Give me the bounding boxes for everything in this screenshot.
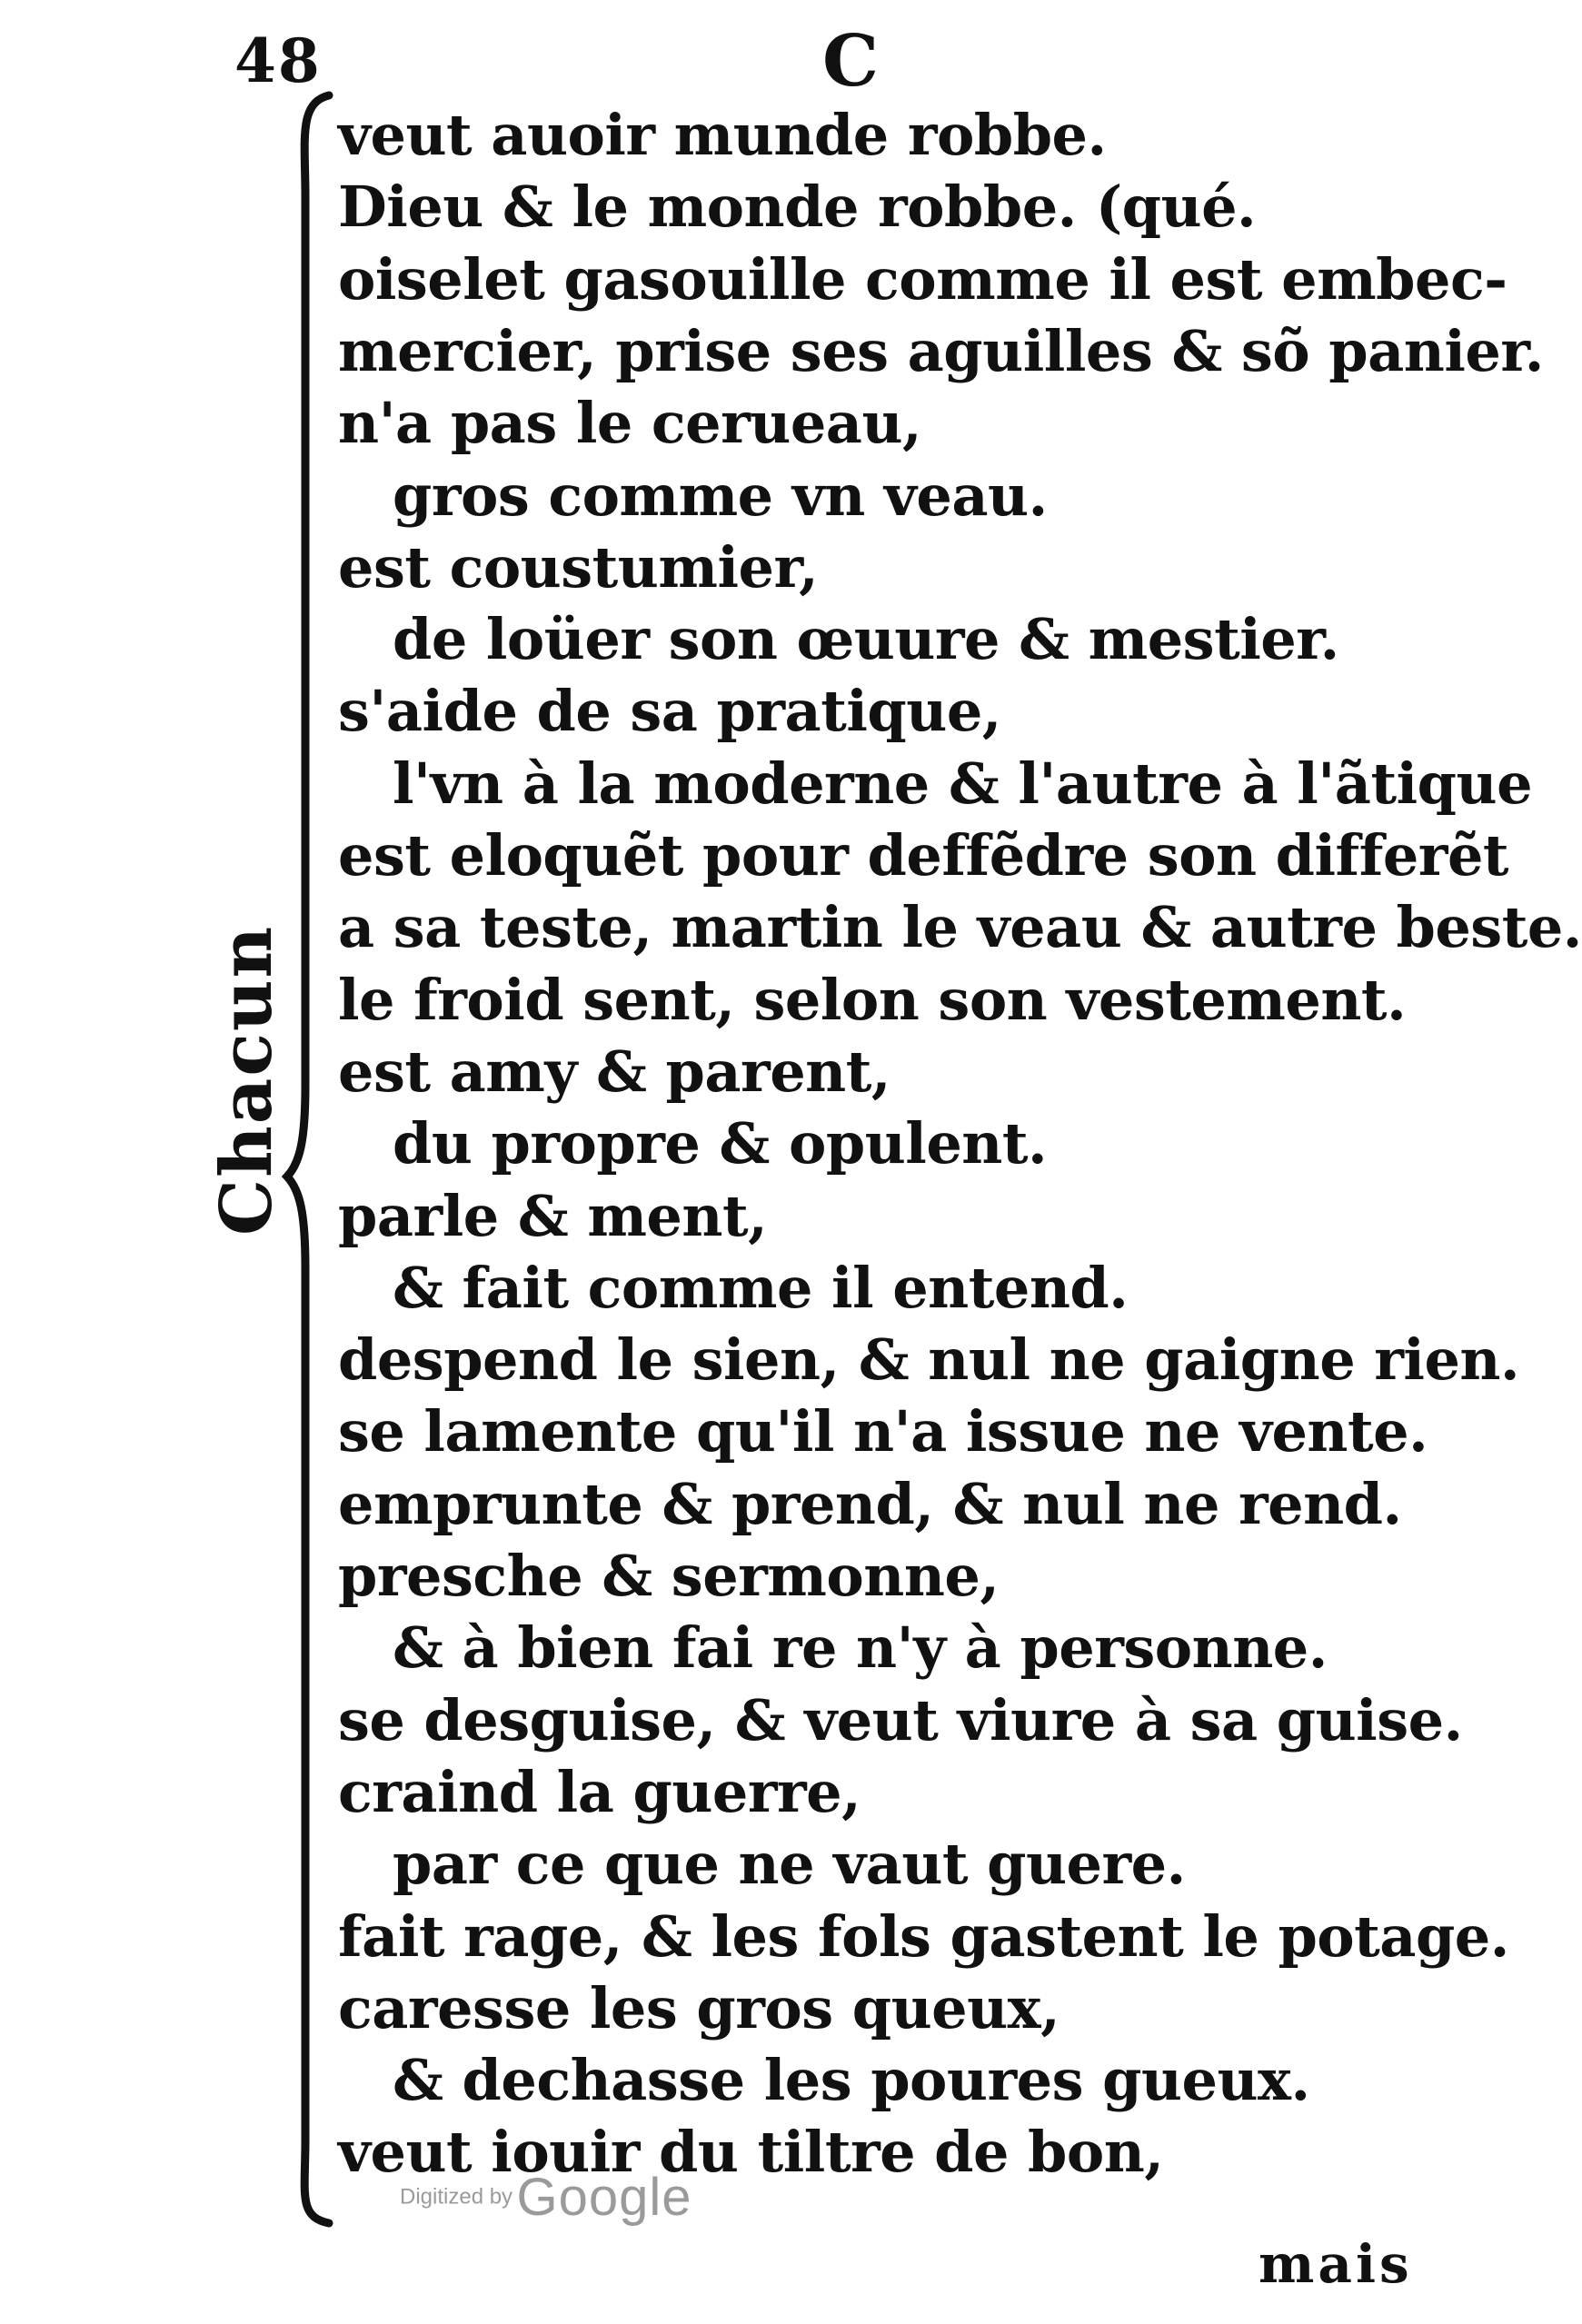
digitized-by-google-watermark: [400, 2167, 692, 2228]
curly-brace: [282, 86, 336, 2230]
running-head-letter: C: [822, 20, 880, 103]
text-line: presche & sermonne,: [338, 1543, 1000, 1609]
text-line: & fait comme il entend.: [393, 1254, 1129, 1321]
watermark-prefix: Digitized by: [400, 2184, 513, 2210]
text-line: despend le sien, & nul ne gaigne rien.: [338, 1326, 1520, 1394]
text-line: a sa teste, martin le veau & autre beste.: [338, 894, 1582, 961]
text-line: est amy & parent,: [338, 1038, 890, 1105]
text-line: de loüer son œuure & mestier.: [393, 606, 1339, 673]
text-line: par ce que ne vaut guere.: [393, 1831, 1186, 1898]
text-line: fait rage, & les fols gastent le potage.: [338, 1902, 1509, 1970]
text-line: se lamente qu'il n'a issue ne vente.: [338, 1398, 1428, 1465]
text-line: est eloquẽt pour deffẽdre son differẽt: [338, 822, 1509, 889]
text-line: n'a pas le cerueau,: [338, 390, 922, 457]
text-line: Dieu & le monde robbe. (qué.: [338, 174, 1257, 241]
text-line: l'vn à la moderne & l'autre à l'ãtique: [393, 750, 1533, 817]
watermark-brand: Google: [516, 2168, 692, 2227]
side-word-chacun: Chacun: [205, 924, 288, 1236]
text-line: caresse les gros queux,: [338, 1974, 1060, 2041]
text-line: du propre & opulent.: [393, 1110, 1048, 1177]
catchword: mais: [1259, 2233, 1413, 2295]
text-line: mercier, prise ses aguilles & sõ panier.: [338, 317, 1544, 384]
text-line: s'aide de sa pratique,: [338, 678, 1001, 745]
text-line: & à bien fai re n'y à personne.: [393, 1614, 1328, 1682]
text-line: parle & ment,: [338, 1182, 768, 1249]
text-line: se desguise, & veut viure à sa guise.: [338, 1686, 1463, 1753]
text-line: veut auoir munde robbe.: [338, 102, 1107, 168]
text-line: gros comme vn veau.: [393, 462, 1048, 529]
page-number: 48: [234, 25, 322, 96]
text-line: craind la guerre,: [338, 1758, 861, 1825]
text-line: veut iouir du tiltre de bon,: [338, 2119, 1164, 2186]
text-line: & dechasse les poures gueux.: [393, 2047, 1310, 2114]
text-line: est coustumier,: [338, 533, 819, 601]
text-line: oiselet gasouille comme il est embec-: [338, 245, 1507, 313]
text-line: le froid sent, selon son vestement.: [338, 966, 1407, 1033]
text-line: emprunte & prend, & nul ne rend.: [338, 1470, 1402, 1537]
